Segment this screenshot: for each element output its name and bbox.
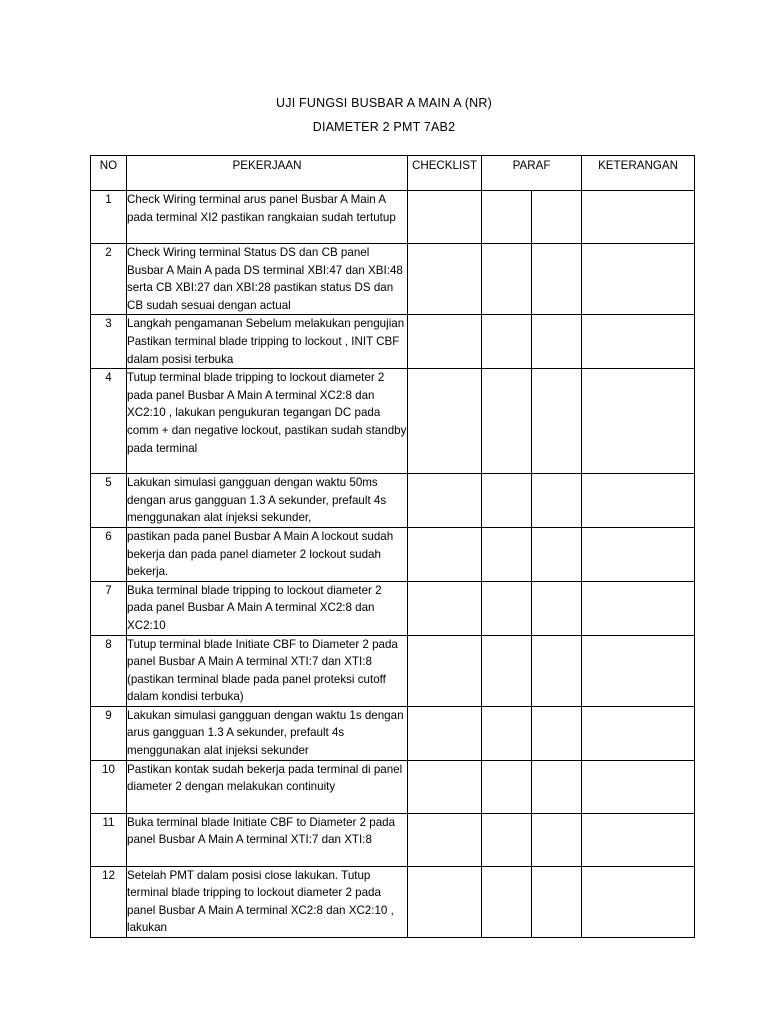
paraf-cell[interactable] (482, 635, 532, 706)
header-checklist: CHECKLIST (408, 156, 482, 191)
checklist-cell[interactable] (408, 244, 482, 315)
paraf-cell[interactable] (482, 760, 532, 813)
paraf-cell[interactable] (482, 244, 532, 315)
paraf-cell[interactable] (532, 369, 582, 474)
checklist-cell[interactable] (408, 369, 482, 474)
paraf-cell[interactable] (532, 635, 582, 706)
keterangan-cell[interactable] (582, 369, 695, 474)
table-row (91, 866, 695, 937)
keterangan-cell[interactable] (582, 191, 695, 244)
checklist-table (90, 155, 695, 938)
keterangan-cell[interactable] (582, 813, 695, 866)
row-number: 7 (91, 581, 127, 635)
checklist-cell[interactable] (408, 706, 482, 760)
paraf-cell[interactable] (532, 866, 582, 937)
paraf-cell[interactable] (532, 244, 582, 315)
header-pekerjaan: PEKERJAAN (127, 156, 408, 191)
checklist-cell[interactable] (408, 635, 482, 706)
paraf-cell[interactable] (482, 581, 532, 635)
paraf-cell[interactable] (482, 706, 532, 760)
checklist-cell[interactable] (408, 866, 482, 937)
row-number: 6 (91, 527, 127, 581)
table-row (91, 581, 695, 635)
paraf-cell[interactable] (482, 474, 532, 528)
keterangan-cell[interactable] (582, 527, 695, 581)
row-number: 3 (91, 315, 127, 369)
keterangan-cell[interactable] (582, 866, 695, 937)
table-header-row (91, 156, 695, 191)
task-cell: Lakukan simulasi gangguan dengan waktu 50ms dengan arus gangguan 1.3 A sekunder, prefault 4s menggunakan alat injeksi sekunder, (127, 474, 408, 528)
row-number: 9 (91, 706, 127, 760)
keterangan-cell[interactable] (582, 581, 695, 635)
keterangan-cell[interactable] (582, 244, 695, 315)
table-row (91, 315, 695, 369)
paraf-cell[interactable] (482, 191, 532, 244)
task-cell: Check Wiring terminal Status DS dan CB panel Busbar A Main A pada DS terminal XBI:47 dan XBI:48 serta CB XBI:27 dan XBI:28 pastikan status DS dan CB sudah sesuai dengan actual (127, 244, 408, 315)
checklist-cell[interactable] (408, 191, 482, 244)
keterangan-cell[interactable] (582, 635, 695, 706)
paraf-cell[interactable] (532, 760, 582, 813)
row-number: 4 (91, 369, 127, 474)
task-cell: Buka terminal blade Initiate CBF to Diameter 2 pada panel Busbar A Main A terminal XTI:7 dan XTI:8 (127, 813, 408, 866)
table-row (91, 813, 695, 866)
checklist-cell[interactable] (408, 315, 482, 369)
keterangan-cell[interactable] (582, 474, 695, 528)
task-cell: Pastikan kontak sudah bekerja pada terminal di panel diameter 2 dengan melakukan continuity (127, 760, 408, 813)
row-number: 12 (91, 866, 127, 937)
task-cell: Check Wiring terminal arus panel Busbar A Main A pada terminal XI2 pastikan rangkaian sudah tertutup (127, 191, 408, 244)
checklist-cell[interactable] (408, 813, 482, 866)
row-number: 5 (91, 474, 127, 528)
task-cell: pastikan pada panel Busbar A Main A lockout sudah bekerja dan pada panel diameter 2 lockout sudah bekerja. (127, 527, 408, 581)
table-row (91, 760, 695, 813)
table-row (91, 527, 695, 581)
paraf-cell[interactable] (532, 706, 582, 760)
paraf-cell[interactable] (482, 315, 532, 369)
paraf-cell[interactable] (532, 315, 582, 369)
paraf-cell[interactable] (532, 527, 582, 581)
paraf-cell[interactable] (532, 474, 582, 528)
table-row (91, 191, 695, 244)
row-number: 2 (91, 244, 127, 315)
table-row (91, 474, 695, 528)
task-cell: Setelah PMT dalam posisi close lakukan. Tutup terminal blade tripping to lockout diameter 2 pada panel Busbar A Main A terminal XC2:8 dan XC2:10 , lakukan (127, 866, 408, 937)
checklist-cell[interactable] (408, 581, 482, 635)
paraf-cell[interactable] (532, 191, 582, 244)
checklist-cell[interactable] (408, 527, 482, 581)
table-body (91, 191, 695, 938)
table-row (91, 244, 695, 315)
task-cell: Tutup terminal blade Initiate CBF to Diameter 2 pada panel Busbar A Main A terminal XTI:7 dan XTI:8 (pastikan terminal blade pada panel proteksi cutoff dalam kondisi terbuka) (127, 635, 408, 706)
table-row (91, 635, 695, 706)
task-cell: Buka terminal blade tripping to lockout diameter 2 pada panel Busbar A Main A terminal XC2:8 dan XC2:10 (127, 581, 408, 635)
task-cell: Lakukan simulasi gangguan dengan waktu 1s dengan arus gangguan 1.3 A sekunder, prefault 4s menggunakan alat injeksi sekunder (127, 706, 408, 760)
document-title: UJI FUNGSI BUSBAR A MAIN A (NR) (276, 96, 492, 110)
task-cell: Langkah pengamanan Sebelum melakukan pengujian Pastikan terminal blade tripping to lockout , INIT CBF dalam posisi terbuka (127, 315, 408, 369)
header-keterangan: KETERANGAN (582, 156, 695, 191)
checklist-cell[interactable] (408, 760, 482, 813)
document-subtitle: DIAMETER 2 PMT 7AB2 (312, 120, 456, 134)
paraf-cell[interactable] (482, 813, 532, 866)
keterangan-cell[interactable] (582, 315, 695, 369)
keterangan-cell[interactable] (582, 760, 695, 813)
row-number: 11 (91, 813, 127, 866)
table-row (91, 706, 695, 760)
checklist-cell[interactable] (408, 474, 482, 528)
paraf-cell[interactable] (482, 527, 532, 581)
task-cell: Tutup terminal blade tripping to lockout diameter 2 pada panel Busbar A Main A terminal XC2:8 dan XC2:10 , lakukan pengukuran tegangan DC pada comm + dan negative lockout, pastikan sudah standby pada terminal (127, 369, 408, 474)
row-number: 8 (91, 635, 127, 706)
row-number: 10 (91, 760, 127, 813)
row-number: 1 (91, 191, 127, 244)
paraf-cell[interactable] (532, 581, 582, 635)
paraf-cell[interactable] (482, 866, 532, 937)
header-no: NO (91, 156, 127, 191)
table-row (91, 369, 695, 474)
paraf-cell[interactable] (532, 813, 582, 866)
header-paraf: PARAF (482, 156, 582, 191)
paraf-cell[interactable] (482, 369, 532, 474)
keterangan-cell[interactable] (582, 706, 695, 760)
